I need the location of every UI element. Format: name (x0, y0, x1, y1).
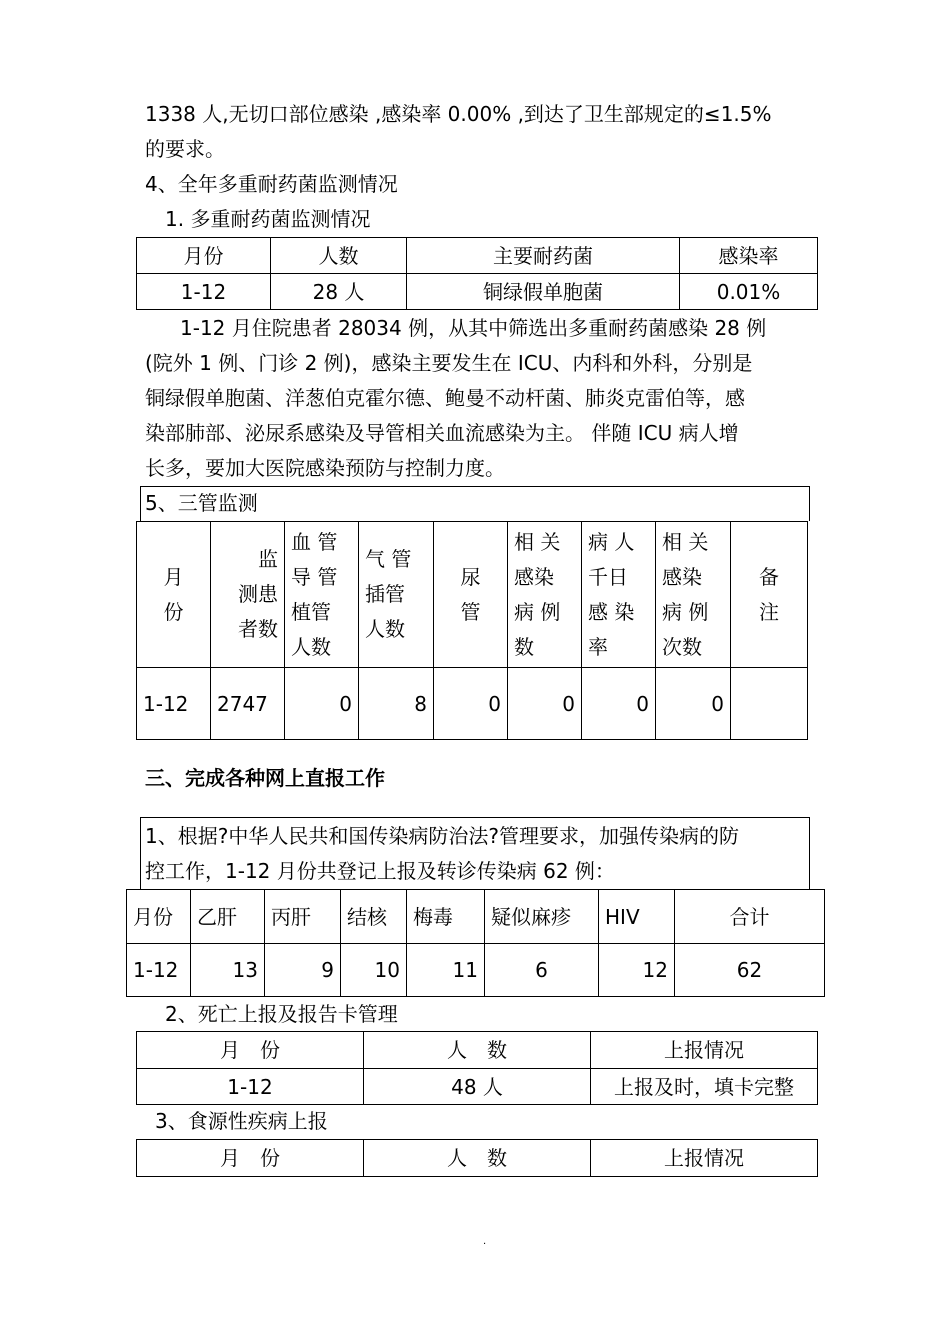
tube-header-urinary: 尿 管 (434, 522, 508, 668)
tube-header-intubation: 气 管 插管 人数 (359, 522, 434, 668)
death-header-status: 上报情况 (591, 1032, 818, 1069)
food-header-status: 上报情况 (591, 1140, 818, 1177)
intro-line-1: 1338 人,无切口部位感染 ,感染率 0.00% ,到达了卫生部规定的≤1.5% (145, 102, 772, 126)
mdro-header-bacteria: 主要耐药菌 (407, 238, 680, 274)
mdro-cell-bacteria: 铜绿假单胞菌 (407, 274, 680, 310)
tube-header-case-times: 相 关 感染 病 例 次数 (656, 522, 731, 668)
disease-header-total: 合计 (675, 890, 825, 944)
mdro-cell-count: 28 人 (271, 274, 407, 310)
tube-cell-vascular: 0 (285, 668, 359, 740)
mdro-header-rate: 感染率 (680, 238, 818, 274)
section3-item1-line-1: 1、根据?中华人民共和国传染病防治法?管理要求，加强传染病的防 (145, 824, 739, 848)
disease-cell-hepatitis-b: 13 (191, 944, 265, 997)
disease-header-hiv: HIV (599, 890, 675, 944)
tube-cell-patients: 2747 (211, 668, 285, 740)
tube-cell-remarks (731, 668, 808, 740)
disease-header-syphilis: 梅毒 (407, 890, 485, 944)
death-report-table (136, 1031, 818, 1105)
mdro-header-count: 人数 (271, 238, 407, 274)
disease-header-hepatitis-b: 乙肝 (191, 890, 265, 944)
death-table-row (137, 1069, 818, 1105)
foodborne-report-table (136, 1139, 818, 1177)
disease-table-header-row (127, 890, 825, 944)
section4-paragraph-line-4: 染部肺部、泌尿系感染及导管相关血流感染为主。 伴随 ICU 病人增 (145, 421, 739, 445)
tube-cell-urinary: 0 (434, 668, 508, 740)
disease-cell-hepatitis-c: 9 (265, 944, 341, 997)
intro-line-2: 的要求。 (145, 137, 225, 161)
section3-item2-heading: 2、死亡上报及报告卡管理 (165, 1002, 398, 1026)
disease-cell-measles: 6 (485, 944, 599, 997)
disease-cell-month: 1-12 (127, 944, 191, 997)
section4-paragraph-line-1: 1-12 月住院患者 28034 例，从其中筛选出多重耐药菌感染 28 例 (180, 316, 767, 340)
section5-heading: 5、三管监测 (145, 491, 258, 515)
section4-heading: 4、全年多重耐药菌监测情况 (145, 172, 398, 196)
section4-paragraph-line-3: 铜绿假单胞菌、洋葱伯克霍尔德、鲍曼不动杆菌、肺炎克雷伯等，感 (145, 386, 745, 410)
section4-subheading: 1. 多重耐药菌监测情况 (165, 207, 371, 231)
section3-heading: 三、完成各种网上直报工作 (145, 766, 385, 790)
tube-cell-case-times: 0 (656, 668, 731, 740)
page-footer-dot: . (483, 1236, 487, 1247)
disease-cell-hiv: 12 (599, 944, 675, 997)
mdro-table-header-row (137, 238, 818, 274)
disease-header-tuberculosis: 结核 (341, 890, 407, 944)
food-header-count: 人 数 (364, 1140, 591, 1177)
three-tube-header-row (137, 522, 808, 668)
food-header-month: 月 份 (137, 1140, 364, 1177)
section3-item1-line-2: 控工作，1-12 月份共登记上报及转诊传染病 62 例： (145, 859, 615, 883)
section3-item3-heading: 3、食源性疾病上报 (155, 1109, 328, 1133)
disease-header-hepatitis-c: 丙肝 (265, 890, 341, 944)
three-tube-table (136, 521, 808, 740)
disease-cell-total: 62 (675, 944, 825, 997)
death-header-count: 人 数 (364, 1032, 591, 1069)
mdro-table-row (137, 274, 818, 310)
tube-header-patients: 监 测患 者数 (211, 522, 285, 668)
death-cell-count: 48 人 (364, 1069, 591, 1105)
disease-table (126, 889, 825, 997)
tube-header-related-cases: 相 关 感染 病 例 数 (508, 522, 582, 668)
tube-cell-intubation: 8 (359, 668, 434, 740)
disease-cell-syphilis: 11 (407, 944, 485, 997)
disease-cell-tuberculosis: 10 (341, 944, 407, 997)
section4-paragraph-line-5: 长多，要加大医院感染预防与控制力度。 (145, 456, 505, 480)
tube-header-remarks: 备 注 (731, 522, 808, 668)
mdro-cell-month: 1-12 (137, 274, 271, 310)
tube-header-vascular: 血 管 导 管 植管 人数 (285, 522, 359, 668)
mdro-table (136, 237, 818, 310)
disease-table-row (127, 944, 825, 997)
disease-header-measles: 疑似麻疹 (485, 890, 599, 944)
death-cell-status: 上报及时，填卡完整 (591, 1069, 818, 1105)
death-table-header-row (137, 1032, 818, 1069)
disease-header-month: 月份 (127, 890, 191, 944)
death-header-month: 月 份 (137, 1032, 364, 1069)
tube-header-month: 月 份 (137, 522, 211, 668)
tube-header-rate: 病 人 千日 感 染 率 (582, 522, 656, 668)
death-cell-month: 1-12 (137, 1069, 364, 1105)
mdro-header-month: 月份 (137, 238, 271, 274)
three-tube-row (137, 668, 808, 740)
tube-cell-rate: 0 (582, 668, 656, 740)
tube-cell-related-cases: 0 (508, 668, 582, 740)
section4-paragraph-line-2: (院外 1 例、门诊 2 例)，感染主要发生在 ICU、内科和外科，分别是 (145, 351, 753, 375)
mdro-cell-rate: 0.01% (680, 274, 818, 310)
tube-cell-month: 1-12 (137, 668, 211, 740)
food-table-header-row (137, 1140, 818, 1177)
